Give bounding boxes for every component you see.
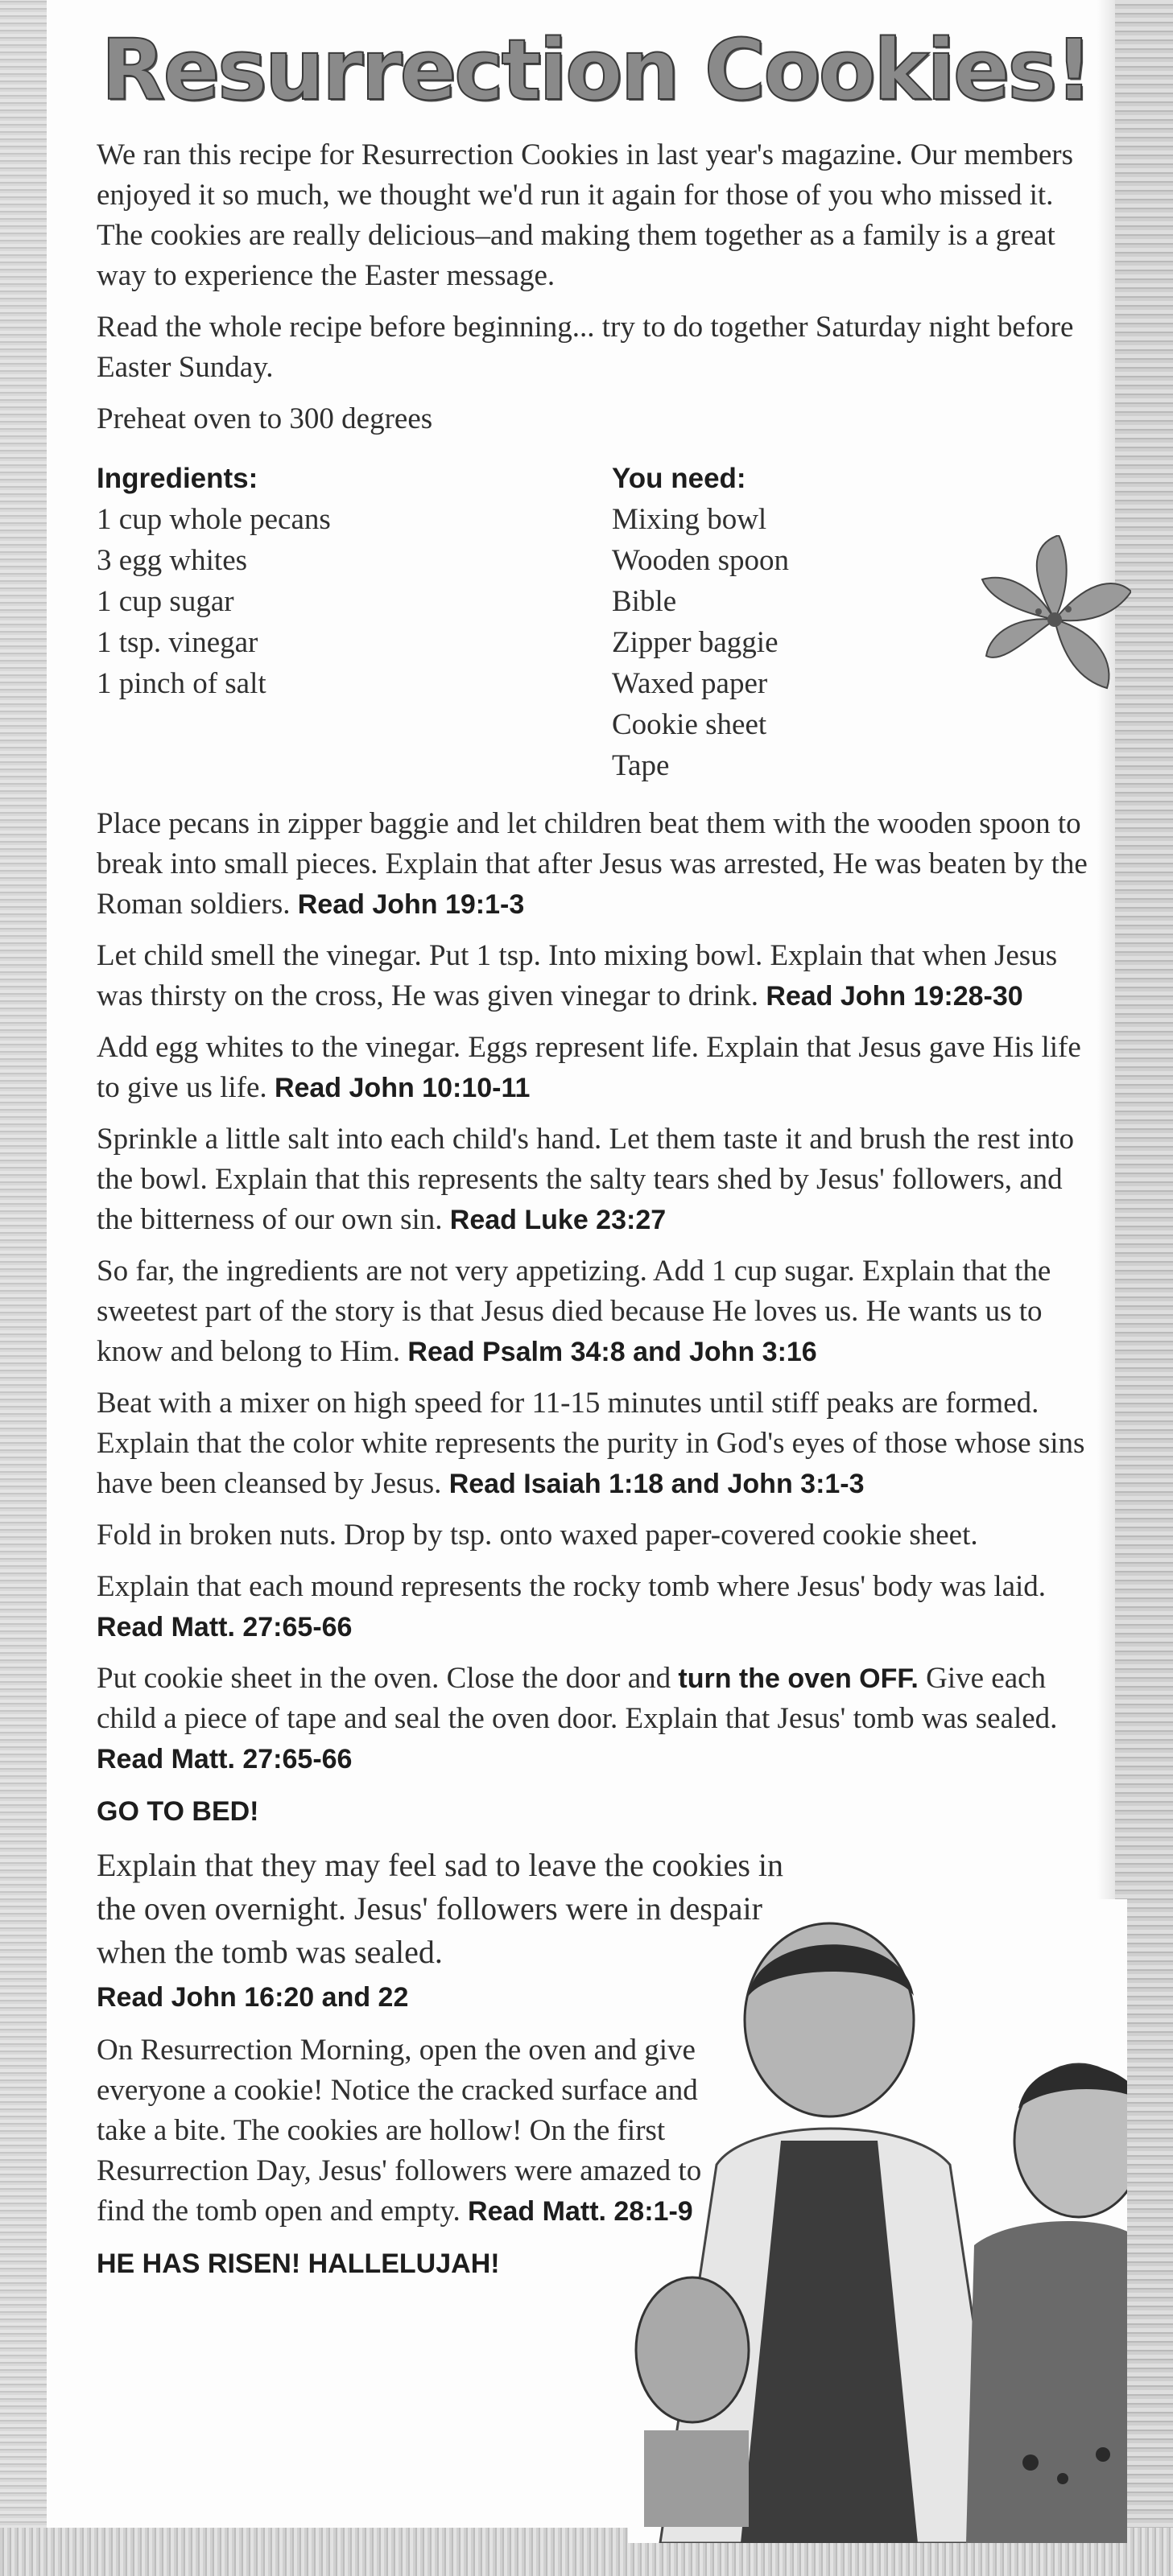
supply-item: Zipper baggie (612, 626, 779, 659)
step-paragraph (97, 1028, 1095, 1108)
step-paragraph (97, 1515, 1095, 1556)
step-text: Add egg whites to the vinegar. Eggs represent life. Explain that Jesus gave His life to give us life. (97, 1031, 1081, 1104)
scripture-reference: Read Matt. 28:1-9 (468, 2196, 693, 2227)
supply-item: Cookie sheet (612, 708, 767, 741)
ingredient-item: 1 pinch of salt (97, 667, 266, 700)
scripture-reference: Read John 19:1-3 (297, 889, 525, 920)
step-text: Fold in broken nuts. Drop by tsp. onto waxed paper-covered cookie sheet. (97, 1519, 978, 1552)
supply-item: Waxed paper (612, 667, 768, 700)
morning-step (97, 2030, 741, 2232)
step-paragraph (97, 1119, 1095, 1240)
step-text: Explain that they may feel sad to leave the cookies in the oven overnight. Jesus' followers were in despair when the tomb was sealed. (97, 1847, 784, 1970)
step-paragraph (97, 1567, 1095, 1647)
scripture-reference: Read Psalm 34:8 and John 3:16 (407, 1337, 817, 1367)
sad-step (97, 1844, 797, 2019)
left-photocopy-edge (0, 0, 47, 2576)
step-paragraph (97, 936, 1095, 1016)
step-text: Explain that each mound represents the rocky tomb where Jesus' body was laid. (97, 1570, 1047, 1603)
scripture-reference: Read Matt. 27:65-66 (97, 1612, 353, 1642)
ingredient-item: 1 cup sugar (97, 585, 234, 618)
article-title: Resurrection Cookies! (101, 21, 1091, 119)
supplies-heading: You need: (612, 463, 746, 494)
supply-item: Tape (612, 749, 670, 782)
step-paragraph (97, 1251, 1095, 1372)
supply-item: Bible (612, 585, 677, 618)
step-text: So far, the ingredients are not very appetizing. Add 1 cup sugar. Explain that the sweetest part of the story is that Jesus died because He loves us. He wants us to know and belong to Him. (97, 1255, 1051, 1368)
lists-section (97, 459, 1095, 786)
scripture-reference: Read Isaiah 1:18 and John 3:1-3 (448, 1469, 865, 1499)
step-paragraph (97, 1383, 1095, 1504)
scripture-reference: Read John 10:10-11 (274, 1073, 531, 1103)
step-text: Give each child a piece of tape and seal the oven door. Explain that Jesus' tomb was sealed. (97, 1662, 1058, 1735)
go-to-bed-heading: GO TO BED! (97, 1796, 259, 1827)
step-text: On Resurrection Morning, open the oven and give everyone a cookie! Notice the cracked surface and take a bite. The cookies are hollow! On the first Resurrection Day, Jesus' followers were amazed to find the tomb open and empty. (97, 2034, 702, 2228)
article (97, 18, 1095, 2296)
scripture-reference: Read Matt. 27:65-66 (97, 1744, 353, 1774)
ingredients-heading: Ingredients: (97, 463, 258, 494)
step-text: Place pecans in zipper baggie and let children beat them with the wooden spoon to break into small pieces. Explain that after Jesus was arrested, He was beaten by the Roman soldiers. (97, 807, 1088, 921)
ingredients-list (97, 459, 612, 786)
closing-exclamation: HE HAS RISEN! HALLELUJAH! (97, 2248, 500, 2279)
ingredient-item: 1 cup whole pecans (97, 503, 331, 536)
supply-item: Mixing bowl (612, 503, 767, 536)
oven-step (97, 1659, 1095, 1779)
step-text: Let child smell the vinegar. Put 1 tsp. Into mixing bowl. Explain that when Jesus was thirsty on the cross, He was given vinegar to drink. (97, 939, 1058, 1012)
scripture-reference: Read John 16:20 and 22 (97, 1982, 409, 2013)
step-text: Sprinkle a little salt into each child's hand. Let them taste it and brush the rest into the bowl. Explain that this represents the salty tears shed by Jesus' followers, and the bitterness of our own sin. (97, 1123, 1075, 1236)
step-paragraph (97, 804, 1095, 925)
ingredient-item: 1 tsp. vinegar (97, 626, 258, 659)
ingredient-item: 3 egg whites (97, 544, 248, 577)
scripture-reference: Read Luke 23:27 (449, 1205, 667, 1235)
step-text: Beat with a mixer on high speed for 11-15 minutes until stiff peaks are formed. Explain that the color white represents the purity in God's eyes of those whose sins have been cleansed by Jesus. (97, 1387, 1085, 1500)
supply-item: Wooden spoon (612, 544, 790, 577)
step-text: Put cookie sheet in the oven. Close the door and (97, 1662, 671, 1695)
intro-paragraph: We ran this recipe for Resurrection Cookies in last year's magazine. Our members enjoyed it so much, we thought we'd run it again for those of you who missed it. The cookies are really delicious–and making them together as a family is a great way to experience the Easter message. (97, 138, 1073, 292)
closing-section (97, 1844, 797, 2285)
supplies-list (612, 459, 1095, 786)
instructions-note: Read the whole recipe before beginning... try to do together Saturday night before Easter Sunday. (97, 311, 1074, 384)
oven-off-emphasis: turn the oven OFF. (678, 1663, 919, 1694)
scripture-reference: Read John 19:28-30 (766, 981, 1023, 1012)
preheat-note: Preheat oven to 300 degrees (97, 402, 433, 435)
